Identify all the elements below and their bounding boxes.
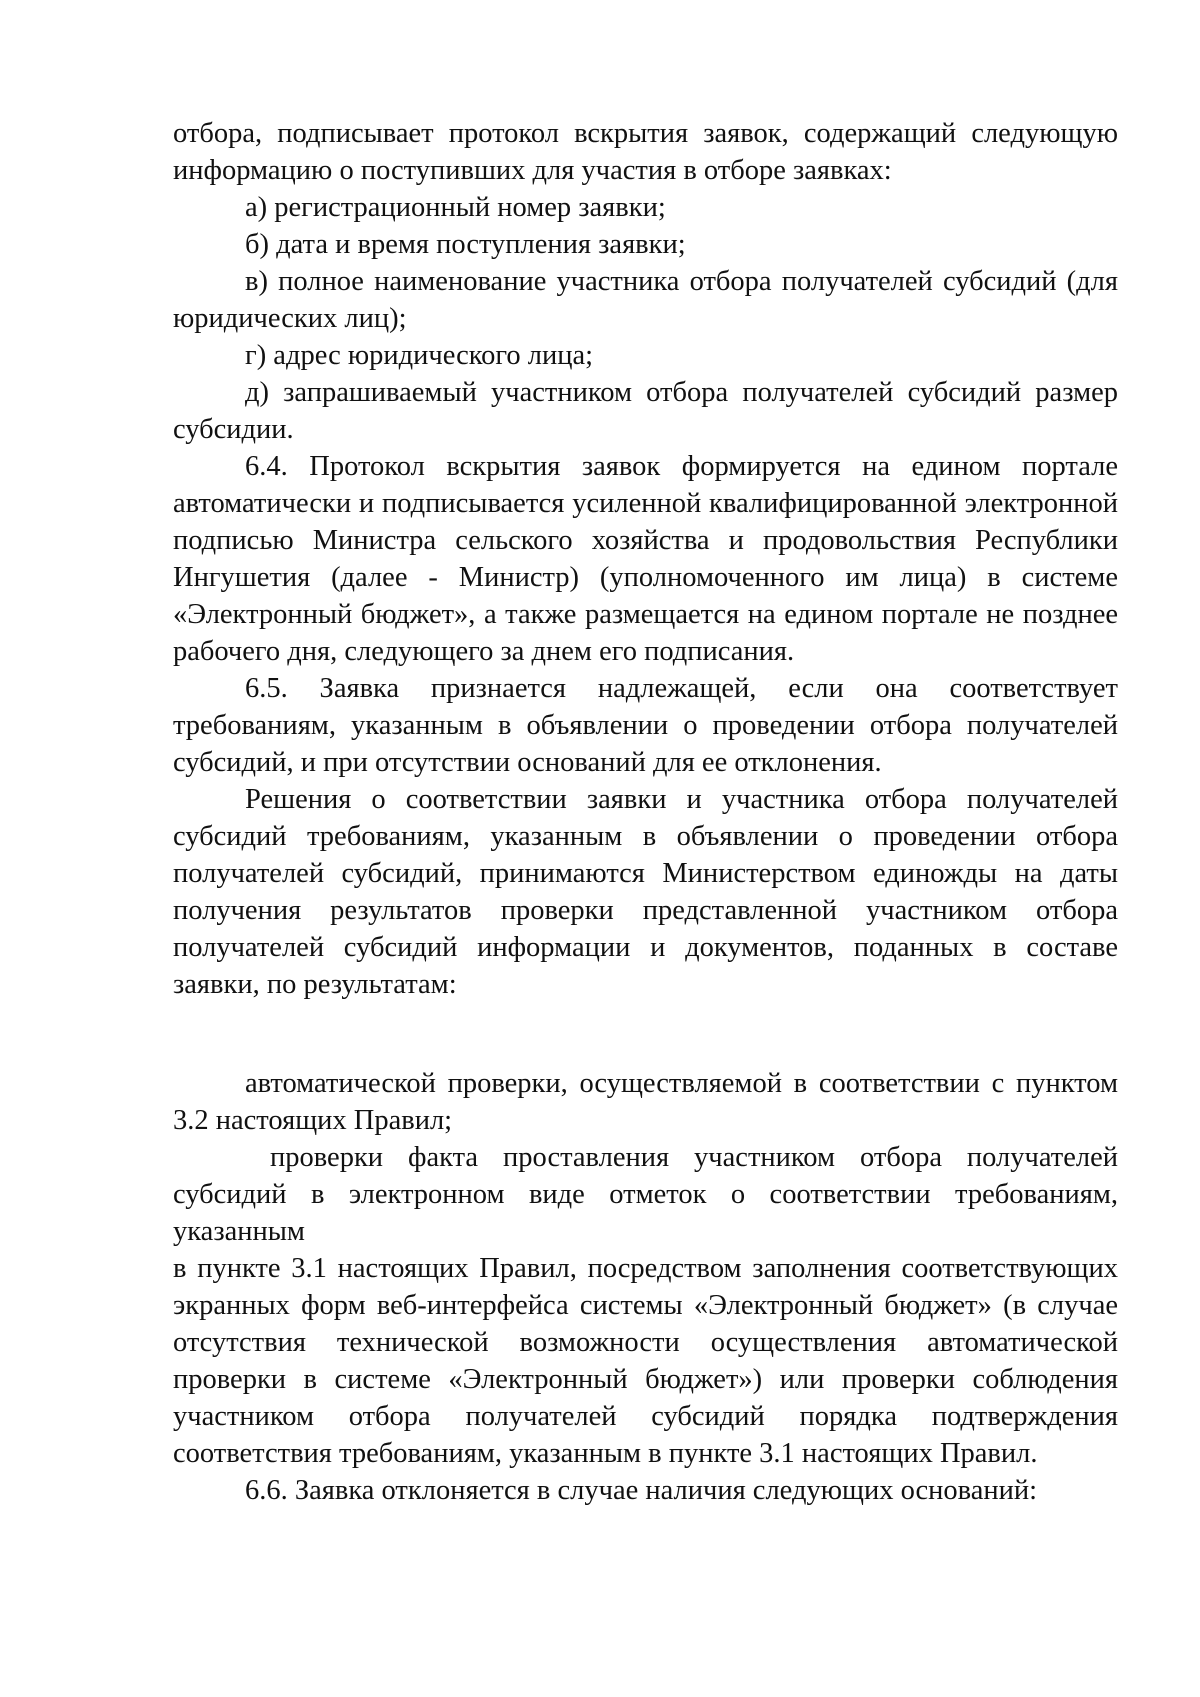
paragraph-6-5: 6.5. Заявка признается надлежащей, если она соответствует требованиям, указанным в объявлении о проведении отбора получателей субсидий, и при отсутствии оснований для ее отклонения. [173, 673, 1118, 778]
paragraph-6-6: 6.6. Заявка отклоняется в случае наличия следующих оснований: [245, 1475, 1038, 1506]
paragraph-6-4: 6.4. Протокол вскрытия заявок формируется на едином портале автоматически и подписывается усиленной квалифицированной электронной подписью Министра сельского хозяйства и продовольствия Республики Ингушетия (далее - Министр) (уполномоченного им лица) в системе «Электронный бюджет», а также размещается на едином портале не позднее рабочего дня, следующего за днем его подписания. [173, 451, 1118, 667]
paragraph-protocol-intro: отбора, подписывает протокол вскрытия заявок, содержащий следующую информацию о поступивших для участия в отборе заявках: [173, 118, 1118, 186]
paragraph-decisions: Решения о соответствии заявки и участника отбора получателей субсидий требованиям, указанным в объявлении о проведении отбора получателей субсидий, принимаются Министерством единожды на даты получения результатов проверки представленной участником отбора получателей субсидий информации и документов, поданных в составе заявки, по результатам: [173, 784, 1118, 1000]
list-item-e: д) запрашиваемый участником отбора получателей субсидий размер субсидии. [173, 377, 1118, 445]
paragraph-fact-check: проверки факта проставления участником отбора получателей субсидий в электронном виде отметок о соответствии требованиям, указанным [173, 1142, 1118, 1247]
list-item-d: г) адрес юридического лица; [245, 340, 594, 371]
list-item-b: б) дата и время поступления заявки; [245, 229, 686, 260]
list-item-a: а) регистрационный номер заявки; [245, 192, 666, 223]
paragraph-clause-3-1: в пункте 3.1 настоящих Правил, посредством заполнения соответствующих экранных форм веб-интерфейса системы «Электронный бюджет» (в случае отсутствия технической возможности осуществления автоматической проверки в системе «Электронный бюджет») или проверки соблюдения участником отбора получателей субсидий порядка подтверждения соответствия требованиям, указанным в пункте 3.1 настоящих Правил. [173, 1253, 1118, 1469]
paragraph-automatic-check: автоматической проверки, осуществляемой в соответствии с пунктом 3.2 настоящих Правил; [173, 1068, 1118, 1136]
document-body [173, 115, 1118, 1509]
paragraph-spacing [173, 1003, 1118, 1065]
list-item-c: в) полное наименование участника отбора получателей субсидий (для юридических лиц); [173, 266, 1118, 334]
